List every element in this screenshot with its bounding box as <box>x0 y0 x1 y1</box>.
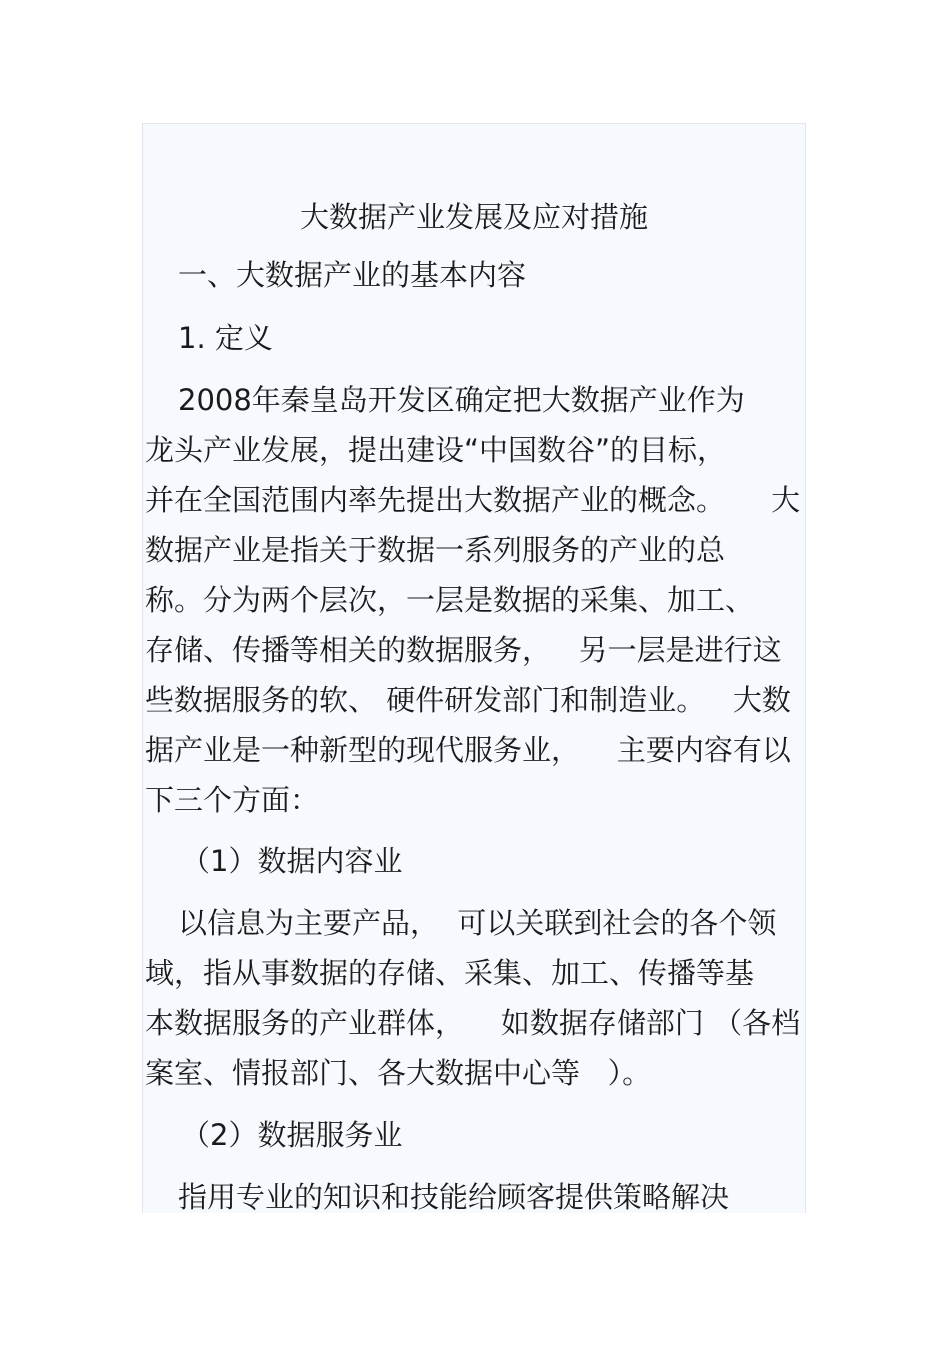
item-2-heading: （2）数据服务业 <box>181 1118 403 1152</box>
paragraph-line: 龙头产业发展，提出建设“中国数谷”的目标， <box>145 433 727 467</box>
item-1-heading: （1）数据内容业 <box>181 844 403 878</box>
paragraph-line: 下三个方面： <box>145 783 320 817</box>
paragraph-line: 域，指从事数据的存储、采集、加工、传播等基 <box>145 956 755 990</box>
paragraph-line: 以信息为主要产品， 可以关联到社会的各个领 <box>178 906 777 940</box>
section-heading: 一、大数据产业的基本内容 <box>178 258 527 292</box>
document-title: 大数据产业发展及应对措施 <box>299 200 648 234</box>
paragraph-line: 存储、传播等相关的数据服务， 另一层是进行这 <box>145 633 782 667</box>
paragraph-line: 本数据服务的产业群体， 如数据存储部门 （各档 <box>145 1006 801 1040</box>
paragraph-line: 并在全国范围内率先提出大数据产业的概念。 大 <box>145 483 801 517</box>
subheading-definition: 1. 定义 <box>178 321 273 355</box>
paragraph-line: 些数据服务的软、 硬件研发部门和制造业。 大数 <box>145 683 791 717</box>
document-page <box>142 123 806 1213</box>
paragraph-line: 案室、情报部门、各大数据中心等 ）。 <box>145 1056 652 1090</box>
paragraph-line: 2008年秦皇岛开发区确定把大数据产业作为 <box>178 383 745 417</box>
paragraph-line: 称。分为两个层次，一层是数据的采集、加工、 <box>145 583 755 617</box>
paragraph-line: 数据产业是指关于数据一系列服务的产业的总 <box>145 533 726 567</box>
paragraph-line: 据产业是一种新型的现代服务业， 主要内容有以 <box>145 733 791 767</box>
paragraph-line: 指用专业的知识和技能给顾客提供策略解决 <box>178 1180 730 1213</box>
